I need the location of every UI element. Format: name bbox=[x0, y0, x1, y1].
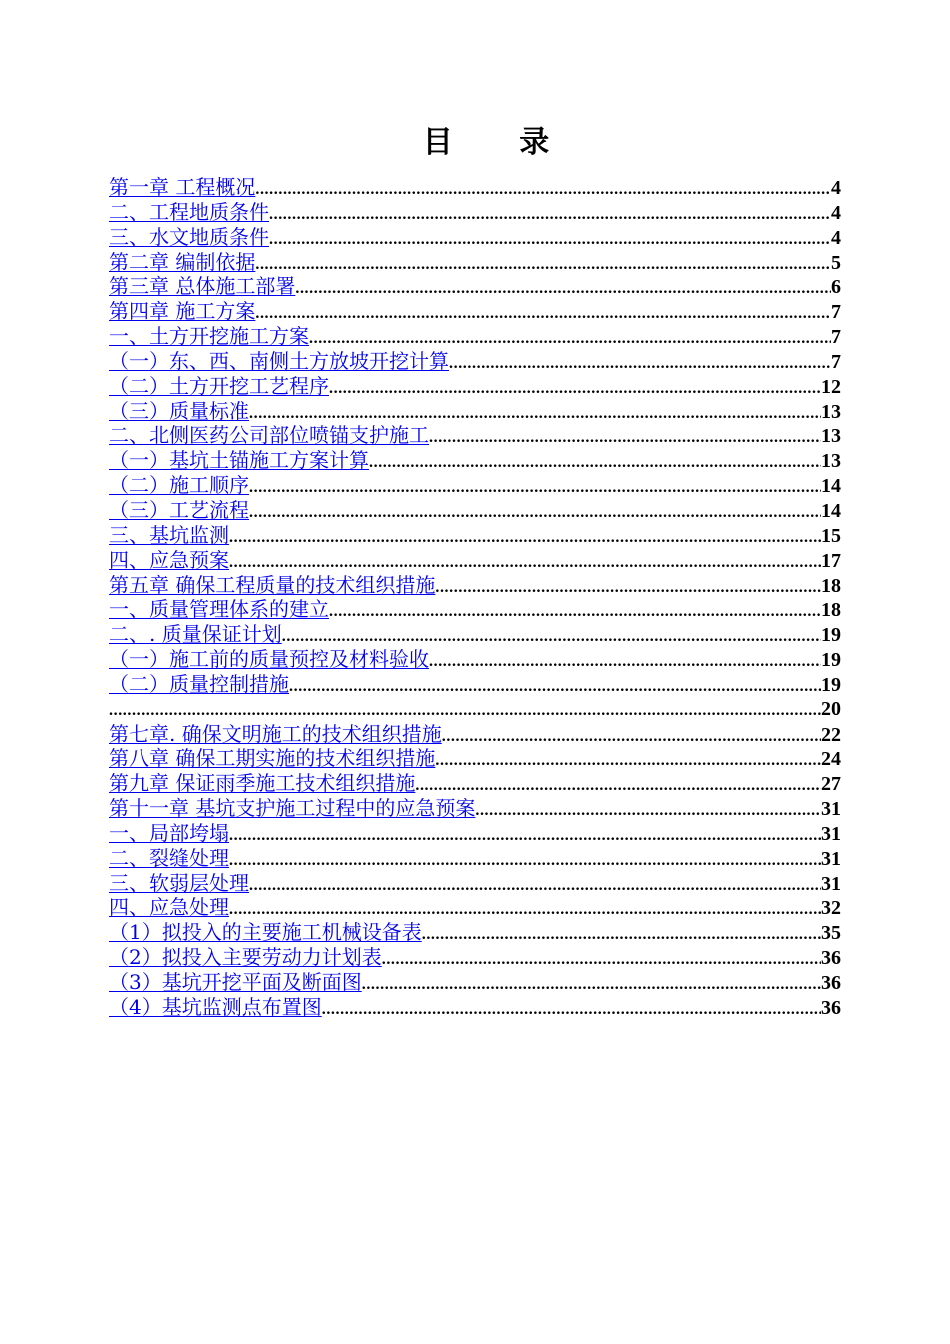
toc-entry-link[interactable]: 三、基坑监测 bbox=[109, 522, 229, 547]
toc-entry-link[interactable]: （三）质量标准 bbox=[109, 398, 249, 423]
toc-entry[interactable] bbox=[109, 622, 841, 647]
toc-dot-leader bbox=[475, 799, 821, 824]
toc-dot-leader bbox=[229, 849, 821, 874]
toc-page-number: 36 bbox=[821, 996, 841, 1019]
toc-dot-leader bbox=[269, 228, 831, 253]
toc-dot-leader bbox=[255, 302, 831, 327]
toc-dot-leader bbox=[255, 178, 831, 203]
toc-page-number: 36 bbox=[821, 972, 841, 994]
toc-page-number: 31 bbox=[821, 872, 841, 895]
toc-dot-leader bbox=[322, 998, 821, 1023]
toc-dot-leader bbox=[362, 973, 821, 998]
toc-entry-link[interactable]: 第四章 施工方案 bbox=[109, 299, 256, 324]
toc-page-number: 31 bbox=[821, 847, 841, 870]
toc-entry[interactable] bbox=[109, 175, 841, 200]
toc-entry-link[interactable]: （二）土方开挖工艺程序 bbox=[109, 373, 329, 398]
toc-entry[interactable] bbox=[109, 945, 841, 970]
toc-page-number: 22 bbox=[821, 723, 841, 746]
toc-entry-link[interactable]: （1）拟投入的主要施工机械设备表 bbox=[109, 920, 422, 945]
toc-entry-link[interactable]: （二）质量控制措施 bbox=[109, 671, 289, 696]
toc-entry[interactable] bbox=[109, 200, 841, 225]
toc-page-number: 27 bbox=[821, 773, 841, 796]
toc-page-number: 36 bbox=[821, 947, 841, 970]
toc-dot-leader bbox=[442, 725, 821, 750]
toc-entry[interactable] bbox=[109, 846, 841, 871]
toc-entry-link[interactable]: 第八章 确保工期实施的技术组织措施 bbox=[109, 746, 436, 771]
toc-entry-link[interactable]: 二、. 质量保证计划 bbox=[109, 622, 282, 647]
toc-page-number: 19 bbox=[821, 673, 841, 696]
toc-dot-leader bbox=[429, 426, 821, 451]
toc-page-number: 13 bbox=[821, 425, 841, 448]
toc-entry[interactable] bbox=[109, 697, 841, 722]
toc-entry-link[interactable]: （一）东、西、南侧土方放坡开挖计算 bbox=[109, 348, 449, 373]
toc-entry-link[interactable]: （2）拟投入主要劳动力计划表 bbox=[109, 945, 382, 970]
toc-page-number: 14 bbox=[821, 475, 841, 498]
toc-page-number: 7 bbox=[831, 301, 841, 324]
toc-dot-leader bbox=[109, 699, 821, 724]
toc-entry[interactable] bbox=[109, 995, 841, 1020]
toc-dot-leader bbox=[449, 352, 831, 377]
toc-dot-leader bbox=[369, 451, 821, 476]
toc-entry-link[interactable]: 二、裂缝处理 bbox=[109, 845, 229, 870]
toc-page-number: 31 bbox=[821, 822, 841, 845]
toc-entry[interactable] bbox=[109, 448, 841, 473]
toc-page-number: 19 bbox=[821, 649, 841, 672]
toc-dot-leader bbox=[329, 377, 821, 402]
toc-entry[interactable] bbox=[109, 970, 841, 995]
toc-entry[interactable] bbox=[109, 647, 841, 672]
toc-entry[interactable] bbox=[109, 746, 841, 771]
toc-entry[interactable] bbox=[109, 349, 841, 374]
toc-page-number: 31 bbox=[821, 798, 841, 821]
toc-page-number: 7 bbox=[831, 326, 841, 349]
toc-dot-leader bbox=[429, 650, 821, 675]
toc-page-number: 17 bbox=[821, 549, 841, 572]
toc-entry[interactable] bbox=[109, 771, 841, 796]
toc-dot-leader bbox=[415, 774, 821, 799]
toc-entry-link[interactable]: 四、应急预案 bbox=[109, 547, 229, 572]
toc-entry-link[interactable]: （三）工艺流程 bbox=[109, 497, 249, 522]
toc-page-number: 12 bbox=[821, 375, 841, 398]
toc-entry-link[interactable]: （3）基坑开挖平面及断面图 bbox=[109, 970, 362, 994]
toc-dot-leader bbox=[435, 749, 821, 774]
toc-dot-leader bbox=[329, 600, 821, 625]
toc-entry[interactable] bbox=[109, 672, 841, 697]
toc-dot-leader bbox=[249, 476, 821, 501]
toc-entry[interactable] bbox=[109, 473, 841, 498]
toc-entry-link[interactable]: 二、北侧医药公司部位喷锚支护施工 bbox=[109, 423, 429, 448]
toc-entry-link[interactable]: 三、水文地质条件 bbox=[109, 224, 269, 249]
toc-page-number: 24 bbox=[821, 748, 841, 771]
toc-page-number: 13 bbox=[821, 400, 841, 423]
toc-entry[interactable] bbox=[109, 250, 841, 275]
toc-dot-leader bbox=[435, 576, 821, 601]
toc-entry[interactable] bbox=[109, 821, 841, 846]
toc-dot-leader bbox=[249, 501, 821, 526]
toc-entry-link[interactable]: 四、应急处理 bbox=[109, 895, 229, 920]
toc-dot-leader bbox=[255, 253, 831, 278]
toc-entry[interactable] bbox=[109, 225, 841, 250]
toc-page-number: 13 bbox=[821, 450, 841, 473]
toc-entry[interactable] bbox=[109, 895, 841, 920]
toc-dot-leader bbox=[229, 526, 821, 551]
toc-entry[interactable] bbox=[109, 423, 841, 448]
toc-entry[interactable] bbox=[109, 274, 841, 299]
toc-entry[interactable] bbox=[109, 871, 841, 896]
toc-page-number: 20 bbox=[821, 697, 841, 720]
toc-entry-link[interactable]: 第七章. 确保文明施工的技术组织措施 bbox=[109, 721, 442, 746]
toc-entry[interactable] bbox=[109, 299, 841, 324]
toc-entry-link[interactable]: （二）施工顺序 bbox=[109, 473, 249, 498]
toc-entry-link[interactable]: 第十一章 基坑支护施工过程中的应急预案 bbox=[109, 796, 476, 821]
toc-entry-link[interactable]: 第二章 编制依据 bbox=[109, 249, 256, 274]
toc-entry-link[interactable]: 第三章 总体施工部署 bbox=[109, 274, 296, 299]
toc-entry[interactable] bbox=[109, 548, 841, 573]
toc-page-number: 4 bbox=[831, 226, 841, 249]
toc-entry-link[interactable]: （一）施工前的质量预控及材料验收 bbox=[109, 647, 429, 672]
toc-entry-link[interactable]: 一、质量管理体系的建立 bbox=[109, 597, 329, 622]
toc-entry[interactable] bbox=[109, 374, 841, 399]
toc-page-number: 32 bbox=[821, 897, 841, 920]
toc-entry[interactable] bbox=[109, 597, 841, 622]
toc-entry-link[interactable]: 第五章 确保工程质量的技术组织措施 bbox=[109, 572, 436, 597]
toc-dot-leader bbox=[269, 203, 831, 228]
toc-page-number: 5 bbox=[831, 251, 841, 274]
toc-entry[interactable] bbox=[109, 796, 841, 821]
toc-page-number: 19 bbox=[821, 624, 841, 647]
toc-dot-leader bbox=[382, 948, 821, 973]
page-title: 目 录 bbox=[422, 125, 578, 160]
toc-page-number: 14 bbox=[821, 499, 841, 522]
toc-dot-leader bbox=[422, 923, 821, 948]
toc-dot-leader bbox=[229, 824, 821, 849]
toc-entry[interactable] bbox=[109, 498, 841, 523]
table-of-contents bbox=[109, 175, 841, 1020]
toc-entry-link[interactable]: （4）基坑监测点布置图 bbox=[109, 994, 322, 1019]
toc-page-number: 4 bbox=[831, 177, 841, 199]
toc-page-number: 6 bbox=[831, 276, 841, 299]
toc-entry-link[interactable]: 三、软弱层处理 bbox=[109, 870, 249, 895]
toc-page-number: 18 bbox=[821, 599, 841, 622]
toc-entry[interactable] bbox=[109, 324, 841, 349]
toc-dot-leader bbox=[249, 874, 821, 899]
toc-entry-link[interactable]: 第九章 保证雨季施工技术组织措施 bbox=[109, 771, 416, 796]
toc-dot-leader bbox=[289, 675, 821, 700]
toc-entry-link[interactable]: （一）基坑土锚施工方案计算 bbox=[109, 448, 369, 473]
toc-entry-link[interactable]: 一、局部垮塌 bbox=[109, 820, 229, 845]
toc-entry[interactable] bbox=[109, 722, 841, 747]
toc-entry-link[interactable]: 二、工程地质条件 bbox=[109, 199, 269, 224]
toc-page-number: 18 bbox=[821, 574, 841, 597]
toc-page-number: 7 bbox=[831, 350, 841, 373]
toc-entry-link[interactable]: 一、土方开挖施工方案 bbox=[109, 324, 309, 349]
toc-page-number: 35 bbox=[821, 922, 841, 945]
toc-entry[interactable] bbox=[109, 523, 841, 548]
toc-entry-link[interactable]: 第一章 工程概况 bbox=[109, 175, 256, 199]
toc-entry[interactable] bbox=[109, 920, 841, 945]
toc-entry[interactable] bbox=[109, 573, 841, 598]
toc-page-number: 4 bbox=[831, 201, 841, 224]
toc-page-number: 15 bbox=[821, 524, 841, 547]
toc-entry[interactable] bbox=[109, 399, 841, 424]
toc-dot-leader bbox=[295, 277, 831, 302]
